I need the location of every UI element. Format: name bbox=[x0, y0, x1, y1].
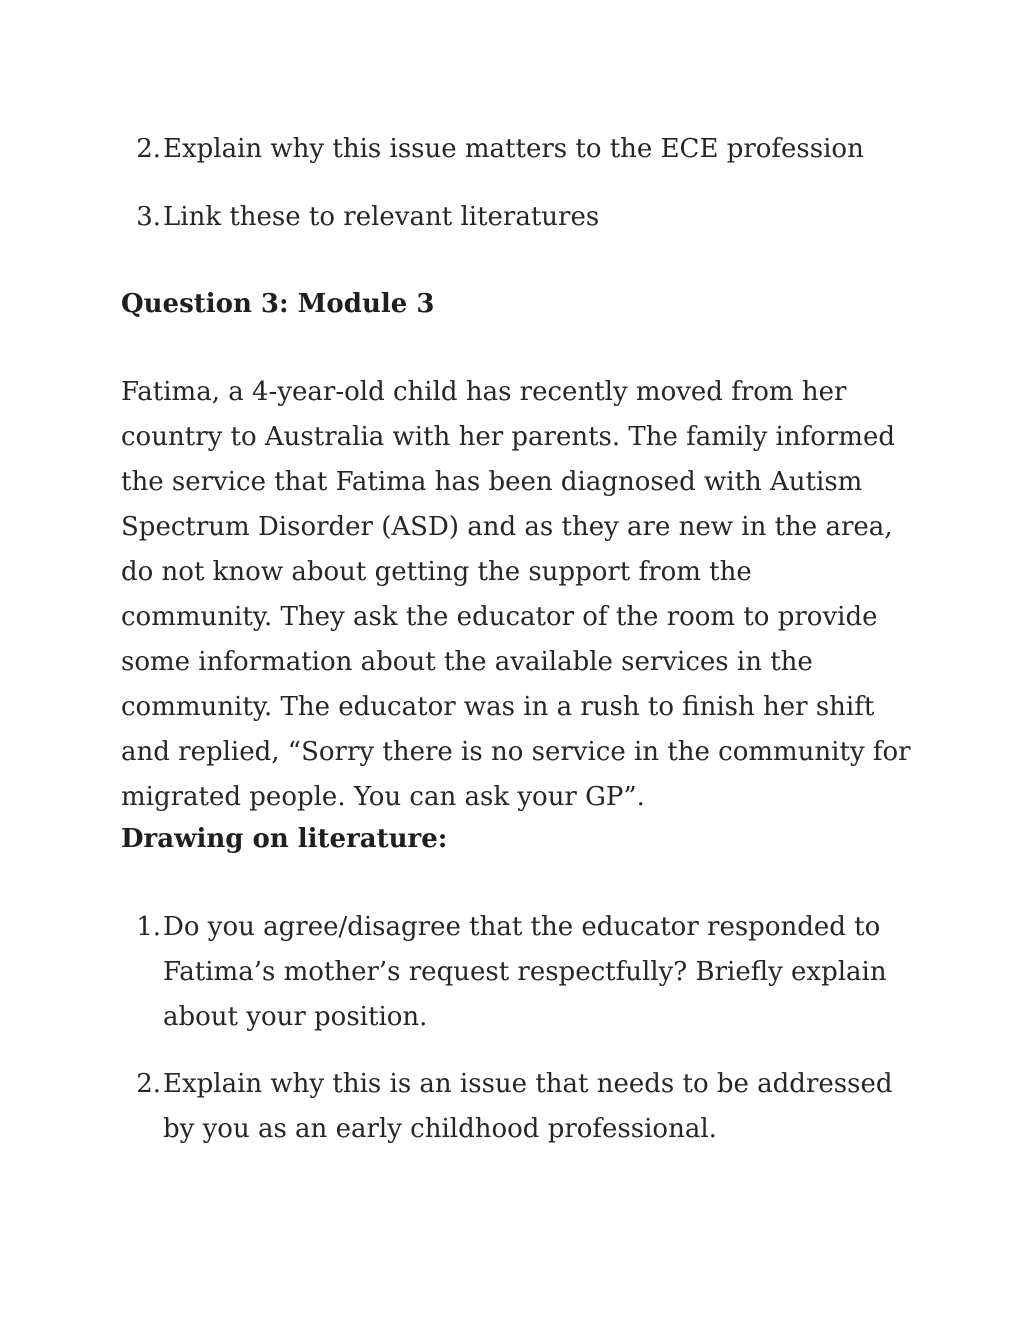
list-number: 2. bbox=[136, 134, 161, 164]
list-text: Explain why this is an issue that needs to be addressed by you as an early childhood professional. bbox=[163, 1069, 893, 1144]
list-item bbox=[121, 127, 911, 172]
list-number: 3. bbox=[136, 202, 161, 232]
list-text: Explain why this issue matters to the ECE profession bbox=[163, 134, 864, 164]
list-item bbox=[121, 1062, 911, 1152]
literature-heading: Drawing on literature: bbox=[121, 824, 448, 854]
scenario-paragraph: Fatima, a 4-year-old child has recently moved from her country to Australia with her parents. The family informed the service that Fatima has been diagnosed with Autism Spectrum Disorder (ASD) and as they are new in the area, do not know about getting the support from the community. They ask the educator of the room to provide some information about the available services in the community. The educator was in a rush to finish her shift and replied, “Sorry there is no service in the community for migrated people. You can ask your GP”. bbox=[121, 377, 911, 812]
list-text: Link these to relevant literatures bbox=[163, 202, 600, 232]
list-text: Do you agree/disagree that the educator responded to Fatima’s mother’s request respectfully? Briefly explain about your position. bbox=[163, 912, 887, 1032]
list-number: 2. bbox=[136, 1069, 161, 1099]
list-number: 1. bbox=[136, 912, 161, 942]
question-heading: Question 3: Module 3 bbox=[121, 289, 435, 319]
list-item bbox=[121, 905, 911, 1040]
list-item bbox=[121, 195, 911, 240]
